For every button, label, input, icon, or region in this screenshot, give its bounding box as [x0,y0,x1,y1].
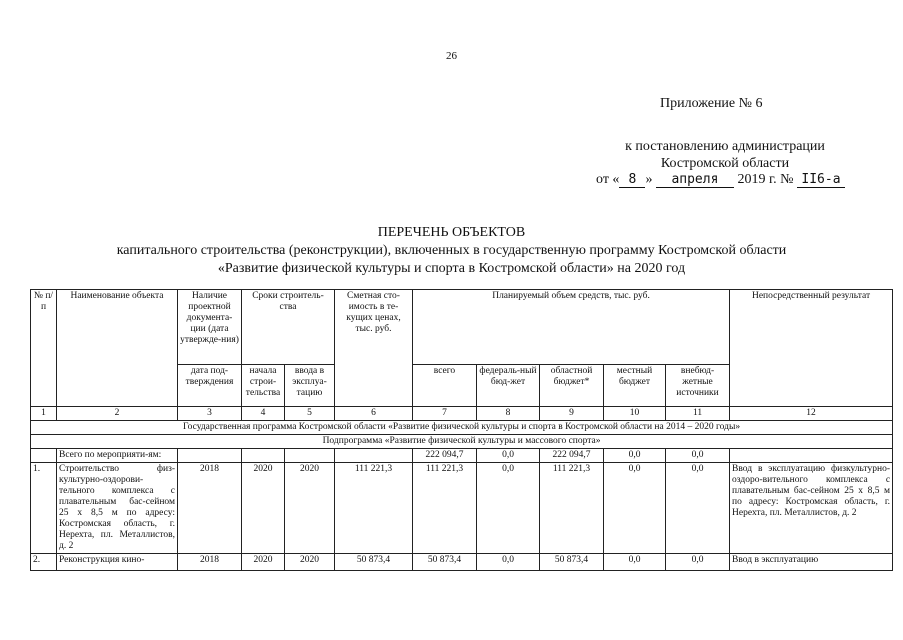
objects-table [30,289,893,571]
total-row [31,449,893,463]
table-row [31,463,893,554]
row-name: Реконструкция кино- [57,554,178,571]
empty-cell [730,449,893,463]
row-start: 2020 [242,554,285,571]
header-terms: Сроки строитель-ства [242,290,335,365]
row-total: 50 873,4 [413,554,477,571]
empty-cell [178,449,242,463]
column-number: 5 [285,407,335,421]
row-num: 1. [31,463,57,554]
row-result: Ввод в эксплуатацию физкультурно-оздоро-вительного комплекса с плавательным бас-сейном 25 х 8,5 м по адресу: Костромская область, г. Нерехта, пл. Металлистов, д. 2 [730,463,893,554]
row-cost: 50 873,4 [335,554,413,571]
header-total: всего [413,365,477,407]
header-commission: ввода в эксплуа-тацию [285,365,335,407]
decree-line-2: Костромской области [660,156,790,171]
title-line-2: капитального строительства (реконструкции), включенных в государственную программу Костромской области [116,243,787,258]
decree-year-text: 2019 г. № [737,172,794,187]
decree-date-line [596,172,845,188]
title-line-1: ПЕРЕЧЕНЬ ОБЪЕКТОВ [377,225,526,240]
header-docs-date: дата под-тверждения [178,365,242,407]
empty-cell [242,449,285,463]
column-number: 2 [57,407,178,421]
row-local: 0,0 [604,463,666,554]
empty-cell [285,449,335,463]
decree-number: II6-а [797,172,845,188]
row-extra: 0,0 [666,463,730,554]
decree-day-close: » [645,172,653,187]
header-cost: Сметная сто-имость в те-кущих ценах, тыс. руб. [335,290,413,407]
header-regional: областной бюджет* [540,365,604,407]
row-federal: 0,0 [477,463,540,554]
table-header-row-1 [31,290,893,365]
column-number: 3 [178,407,242,421]
header-docs: Наличие проектной документа-ции (дата утвержде-ния) [178,290,242,365]
total-regional: 222 094,7 [540,449,604,463]
document-title [0,224,903,278]
column-number: 4 [242,407,285,421]
program-title: Государственная программа Костромской области «Развитие физической культуры и спорта в Костромской области на 2014 – 2020 годы» [31,421,893,435]
decree-month: апреля [656,172,734,188]
header-local: местный бюджет [604,365,666,407]
column-number: 1 [31,407,57,421]
header-planned: Планируемый объем средств, тыс. руб. [413,290,730,365]
column-number: 9 [540,407,604,421]
column-number: 10 [604,407,666,421]
table-row [31,554,893,571]
row-commission: 2020 [285,463,335,554]
row-result: Ввод в эксплуатацию [730,554,893,571]
row-cost: 111 221,3 [335,463,413,554]
decree-reference [560,138,890,172]
row-start: 2020 [242,463,285,554]
column-number: 7 [413,407,477,421]
decree-day: 8 [619,172,645,188]
row-regional: 111 221,3 [540,463,604,554]
header-result: Непосредственный результат [730,290,893,407]
decree-line-1: к постановлению администрации [625,139,825,154]
row-docs-date: 2018 [178,554,242,571]
total-label: Всего по мероприяти-ям: [57,449,178,463]
total-sum: 222 094,7 [413,449,477,463]
program-row [31,421,893,435]
header-num: № п/п [31,290,57,407]
subprogram-title: Подпрограмма «Развитие физической культуры и массового спорта» [31,435,893,449]
row-commission: 2020 [285,554,335,571]
decree-date-prefix: от « [596,172,620,187]
total-federal: 0,0 [477,449,540,463]
column-number: 8 [477,407,540,421]
header-federal: федераль-ный бюд-жет [477,365,540,407]
subprogram-row [31,435,893,449]
row-local: 0,0 [604,554,666,571]
row-total: 111 221,3 [413,463,477,554]
row-docs-date: 2018 [178,463,242,554]
column-number: 11 [666,407,730,421]
row-regional: 50 873,4 [540,554,604,571]
empty-cell [31,449,57,463]
total-local: 0,0 [604,449,666,463]
appendix-label: Приложение № 6 [660,96,763,111]
row-num: 2. [31,554,57,571]
row-name: Строительство физ-культурно-оздорови-тельного комплекса с плавательным бас-сейном 25 х 8,5 м по адресу: Костромская область, г. Нерехта, пл. Металлистов, д. 2 [57,463,178,554]
column-number: 6 [335,407,413,421]
title-line-3: «Развитие физической культуры и спорта в Костромской области» на 2020 год [217,261,686,276]
row-extra: 0,0 [666,554,730,571]
header-start: начала строи-тельства [242,365,285,407]
row-federal: 0,0 [477,554,540,571]
header-extra: внебюд-жетные источники [666,365,730,407]
header-name: Наименование объекта [57,290,178,407]
empty-cell [335,449,413,463]
page-number: 26 [446,50,457,62]
column-number: 12 [730,407,893,421]
total-extra: 0,0 [666,449,730,463]
column-numbers-row [31,407,893,421]
